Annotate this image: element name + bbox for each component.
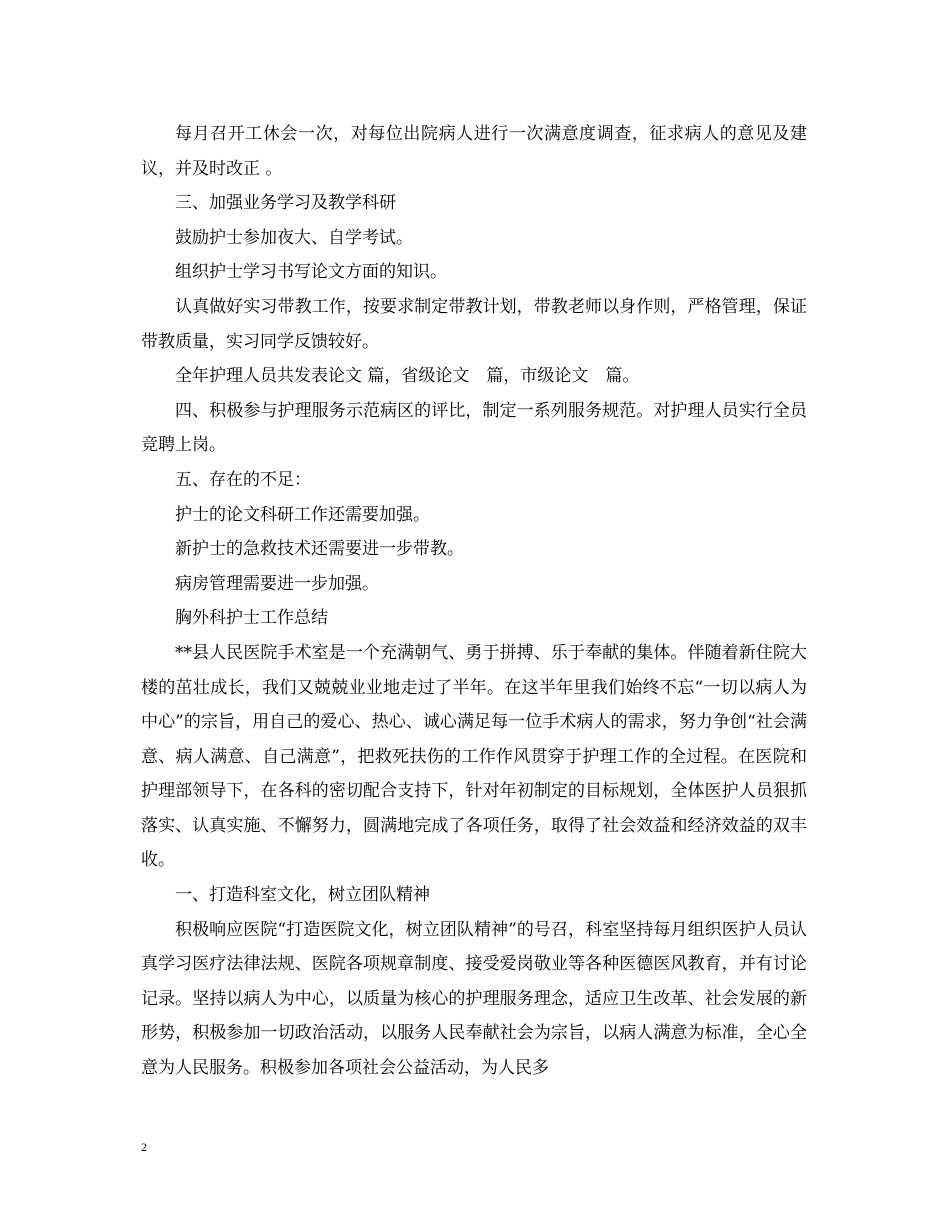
paragraph-6: 全年护理人员共发表论文 篇，省级论文 篇，市级论文 篇。 [175, 366, 640, 387]
document-subtitle: 胸外科护士工作总结 [175, 608, 328, 629]
page-body [141, 117, 807, 1086]
paragraph-11: 病房管理需要进一步加强。 [175, 573, 379, 594]
paragraph-3: 鼓励护士参加夜大、自学考试。 [175, 227, 413, 248]
paragraph-10: 新护士的急救技术还需要进一步带教。 [175, 539, 464, 560]
paragraph-13: **县人民医院手术室是一个充满朝气、勇于拼搏、乐于奉献的集体。伴随着新住院大楼的茁壮成长，我们又兢兢业业地走过了半年。在这半年里我们始终不忘“一切以病人为中心”的宗旨，用自己的爱心、热心、诚心满足每一位手术病人的需求，努力争创“社会满意、病人满意、自己满意”，把救死扶伤的工作作风贯穿于护理工作的全过程。在医院和护理部领导下，在各科的密切配合支持下，针对年初制定的目标规划，全体医护人员狠抓落实、认真实施、不懈努力，圆满地完成了各项任务，取得了社会效益和经济效益的双丰收。 [141, 642, 807, 871]
page-number: 2 [141, 1140, 147, 1154]
paragraph-15: 积极响应医院“打造医院文化，树立团队精神”的号召，科室坚持每月组织医护人员认真学习医疗法律法规、医院各项规章制度、接受爱岗敬业等各种医德医风教育，并有讨论记录。坚持以病人为中心，以质量为核心的护理服务理念，适应卫生改革、社会发展的新形势，积极参加一切政治活动，以服务人民奉献社会为宗旨，以病人满意为标准，全心全意为人民服务。积极参加各项社会公益活动，为人民多 [141, 919, 807, 1079]
section-heading-3: 三、加强业务学习及教学科研 [175, 193, 396, 214]
paragraph-9: 护士的论文科研工作还需要加强。 [175, 504, 430, 525]
paragraph-1: 每月召开工休会一次，对每位出院病人进行一次满意度调查，征求病人的意见及建议，并及时改正 。 [141, 124, 807, 179]
section-heading-4: 四、积极参与护理服务示范病区的评比，制定一系列服务规范。对护理人员实行全员竞聘上岗。 [141, 400, 807, 456]
section-heading-1: 一、打造科室文化，树立团队精神 [175, 885, 430, 906]
section-heading-5: 五、存在的不足： [175, 469, 311, 490]
paragraph-5: 认真做好实习带教工作，按要求制定带教计划，带教老师以身作则，严格管理，保证带教质量，实习同学反馈较好。 [141, 296, 807, 352]
paragraph-4: 组织护士学习书写论文方面的知识。 [175, 262, 447, 283]
